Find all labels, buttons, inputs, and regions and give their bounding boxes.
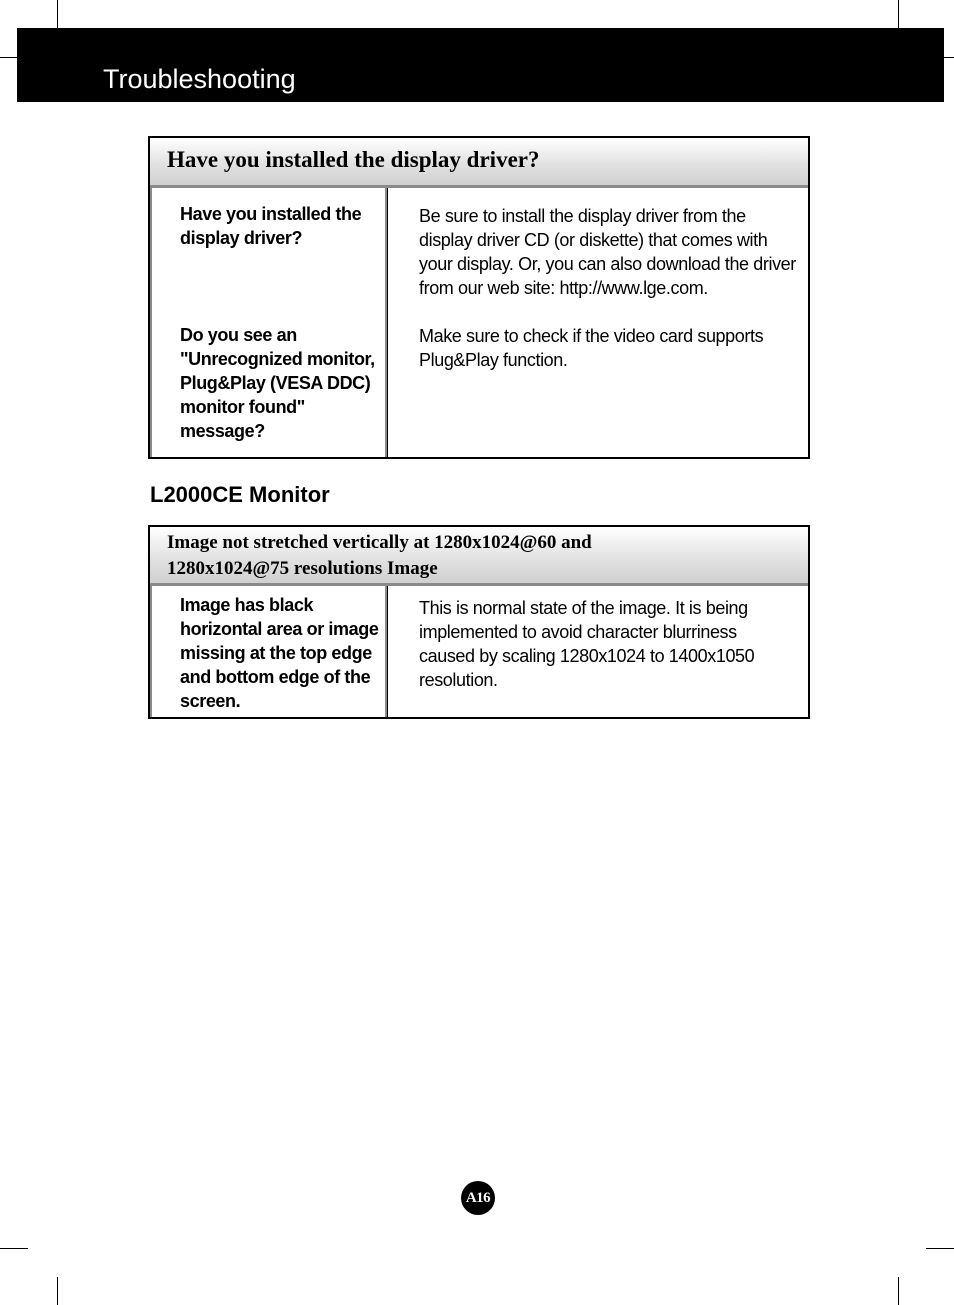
resolution-table-heading-line2: 1280x1024@75 resolutions Image bbox=[167, 558, 438, 579]
question-black-area: Image has black horizontal area or image missing at the top edge and bottom edge of the screen. bbox=[180, 595, 379, 711]
table-left-stripe bbox=[150, 188, 152, 457]
resolution-table-heading-line1: Image not stretched vertically at 1280x1024@60 and bbox=[167, 532, 592, 553]
crop-mark bbox=[0, 57, 17, 58]
answer-driver-installed: Be sure to install the display driver from the display driver CD (or diskette) that comes with your display. Or, you can also download the driver from our web site: http://www.lge.com. bbox=[419, 206, 796, 298]
column-divider bbox=[385, 188, 388, 457]
answer-black-area: This is normal state of the image. It is being implemented to avoid character blurriness caused by scaling 1280x1024 to 1400x1050 resolution. bbox=[419, 598, 755, 690]
question-driver-installed: Have you installed the display driver? bbox=[180, 204, 362, 248]
driver-table-heading-text: Have you installed the display driver? bbox=[167, 147, 540, 172]
crop-mark bbox=[0, 1248, 28, 1249]
table-left-stripe bbox=[150, 586, 152, 717]
resolution-table-heading bbox=[150, 527, 808, 586]
crop-mark bbox=[57, 1277, 58, 1305]
resolution-table bbox=[148, 525, 810, 719]
header-bar bbox=[17, 28, 944, 102]
crop-mark bbox=[926, 1248, 954, 1249]
question-unrecognized-monitor: Do you see an "Unrecognized monitor, Plug&Play (VESA DDC) monitor found" message? bbox=[180, 325, 375, 441]
section-title: L2000CE Monitor bbox=[150, 482, 330, 507]
crop-mark bbox=[898, 1277, 899, 1305]
answer-unrecognized-monitor: Make sure to check if the video card supports Plug&Play function. bbox=[419, 326, 764, 370]
crop-mark bbox=[898, 0, 899, 28]
crop-mark bbox=[57, 0, 58, 28]
page-title: Troubleshooting bbox=[103, 64, 296, 94]
driver-table-body bbox=[150, 188, 808, 457]
resolution-table-body bbox=[150, 586, 808, 717]
page-number-badge: A16 bbox=[461, 1181, 495, 1215]
crop-mark bbox=[944, 57, 954, 58]
column-divider bbox=[385, 586, 388, 717]
driver-table bbox=[148, 136, 810, 459]
driver-table-heading bbox=[150, 138, 808, 188]
